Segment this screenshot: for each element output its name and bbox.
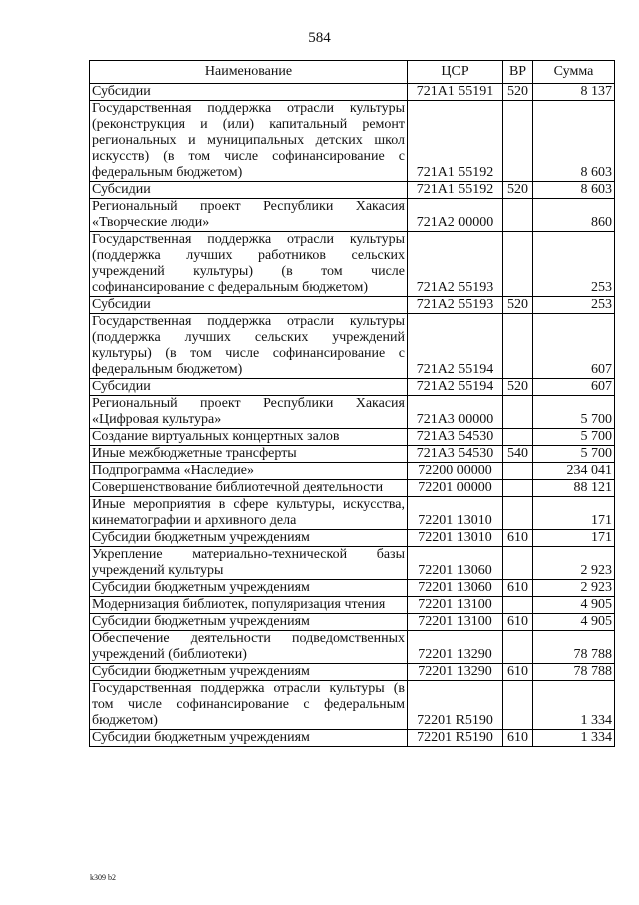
row-csr: 721A3 54530 — [408, 429, 503, 446]
table-row — [90, 379, 615, 396]
row-name: Государственная поддержка отрасли культуры (в том числе софинансирование с федеральным бюджетом) — [90, 681, 408, 730]
table-row — [90, 730, 615, 747]
budget-table — [89, 60, 615, 747]
row-vr — [503, 597, 533, 614]
row-vr — [503, 314, 533, 379]
row-csr: 721A2 55194 — [408, 379, 503, 396]
row-csr: 72201 13060 — [408, 580, 503, 597]
row-vr — [503, 547, 533, 580]
row-name: Государственная поддержка отрасли культуры (поддержка лучших сельских учреждений культуры) (в том числе софинансирование с федеральным бюджетом) — [90, 314, 408, 379]
row-csr: 72201 13100 — [408, 597, 503, 614]
row-name: Субсидии бюджетным учреждениям — [90, 614, 408, 631]
row-vr: 520 — [503, 182, 533, 199]
row-csr: 721A2 00000 — [408, 199, 503, 232]
row-sum: 78 788 — [533, 631, 615, 664]
row-csr: 72201 13290 — [408, 631, 503, 664]
row-csr: 721A1 55192 — [408, 182, 503, 199]
row-csr: 72201 13010 — [408, 497, 503, 530]
row-name: Субсидии — [90, 182, 408, 199]
row-csr: 721A1 55192 — [408, 101, 503, 182]
table-row — [90, 480, 615, 497]
table-row — [90, 182, 615, 199]
row-vr — [503, 429, 533, 446]
table-row — [90, 297, 615, 314]
row-sum: 253 — [533, 297, 615, 314]
row-name: Субсидии — [90, 84, 408, 101]
table-row — [90, 199, 615, 232]
row-sum: 5 700 — [533, 429, 615, 446]
row-vr — [503, 497, 533, 530]
row-name: Субсидии бюджетным учреждениям — [90, 580, 408, 597]
row-sum: 234 041 — [533, 463, 615, 480]
row-vr: 610 — [503, 730, 533, 747]
footer-code: k309 b2 — [90, 873, 116, 882]
row-csr: 72201 00000 — [408, 480, 503, 497]
row-csr: 721A2 55194 — [408, 314, 503, 379]
table-header-row — [90, 61, 615, 84]
row-csr: 721A2 55193 — [408, 232, 503, 297]
row-name: Субсидии бюджетным учреждениям — [90, 664, 408, 681]
row-sum: 8 603 — [533, 182, 615, 199]
table-row — [90, 530, 615, 547]
row-sum: 171 — [533, 497, 615, 530]
row-csr: 721A3 54530 — [408, 446, 503, 463]
row-vr: 610 — [503, 664, 533, 681]
row-name: Субсидии бюджетным учреждениям — [90, 730, 408, 747]
page-number: 584 — [308, 30, 331, 46]
table-row — [90, 463, 615, 480]
table-row — [90, 664, 615, 681]
table-row — [90, 597, 615, 614]
row-name: Государственная поддержка отрасли культуры (реконструкция и (или) капитальный ремонт региональных и муниципальных детских школ искусств) (в том числе софинансирование с федеральным бюджетом) — [90, 101, 408, 182]
row-name: Государственная поддержка отрасли культуры (поддержка лучших работников сельских учреждений культуры) (в том числе софинансирование с федеральным бюджетом) — [90, 232, 408, 297]
row-name: Субсидии — [90, 379, 408, 396]
row-csr: 72201 R5190 — [408, 681, 503, 730]
row-csr: 72201 13060 — [408, 547, 503, 580]
table-row — [90, 547, 615, 580]
row-csr: 72201 13010 — [408, 530, 503, 547]
row-csr: 72200 00000 — [408, 463, 503, 480]
row-vr: 520 — [503, 379, 533, 396]
row-sum: 2 923 — [533, 547, 615, 580]
row-sum: 253 — [533, 232, 615, 297]
row-sum: 607 — [533, 379, 615, 396]
row-sum: 2 923 — [533, 580, 615, 597]
row-name: Субсидии — [90, 297, 408, 314]
row-name: Укрепление материально-технической базы учреждений культуры — [90, 547, 408, 580]
row-name: Подпрограмма «Наследие» — [90, 463, 408, 480]
row-vr: 610 — [503, 530, 533, 547]
table-row — [90, 614, 615, 631]
table-row — [90, 84, 615, 101]
row-sum: 8 137 — [533, 84, 615, 101]
row-csr: 72201 R5190 — [408, 730, 503, 747]
row-csr: 721A3 00000 — [408, 396, 503, 429]
row-vr — [503, 681, 533, 730]
table-row — [90, 446, 615, 463]
row-sum: 8 603 — [533, 101, 615, 182]
table-row — [90, 497, 615, 530]
table-row — [90, 396, 615, 429]
row-sum: 1 334 — [533, 730, 615, 747]
row-sum: 1 334 — [533, 681, 615, 730]
row-name: Региональный проект Республики Хакасия «Творческие люди» — [90, 199, 408, 232]
row-vr: 610 — [503, 614, 533, 631]
row-csr: 72201 13100 — [408, 614, 503, 631]
header-csr: ЦСР — [408, 61, 503, 84]
table-row — [90, 314, 615, 379]
row-name: Обеспечение деятельности подведомственных учреждений (библиотеки) — [90, 631, 408, 664]
row-vr — [503, 199, 533, 232]
row-sum: 78 788 — [533, 664, 615, 681]
row-name: Иные межбюджетные трансферты — [90, 446, 408, 463]
table-row — [90, 429, 615, 446]
row-name: Региональный проект Республики Хакасия «Цифровая культура» — [90, 396, 408, 429]
header-sum: Сумма — [533, 61, 615, 84]
row-vr — [503, 396, 533, 429]
row-sum: 4 905 — [533, 597, 615, 614]
row-name: Модернизация библиотек, популяризация чтения — [90, 597, 408, 614]
row-vr: 610 — [503, 580, 533, 597]
row-vr — [503, 232, 533, 297]
row-vr — [503, 463, 533, 480]
row-sum: 4 905 — [533, 614, 615, 631]
row-vr: 520 — [503, 84, 533, 101]
row-vr — [503, 480, 533, 497]
row-csr: 72201 13290 — [408, 664, 503, 681]
row-name: Иные мероприятия в сфере культуры, искусства, кинематографии и архивного дела — [90, 497, 408, 530]
row-name: Совершенствование библиотечной деятельности — [90, 480, 408, 497]
row-sum: 88 121 — [533, 480, 615, 497]
row-sum: 607 — [533, 314, 615, 379]
row-vr: 520 — [503, 297, 533, 314]
header-name: Наименование — [90, 61, 408, 84]
row-vr: 540 — [503, 446, 533, 463]
row-vr — [503, 101, 533, 182]
table-row — [90, 580, 615, 597]
row-csr: 721A1 55191 — [408, 84, 503, 101]
table-row — [90, 232, 615, 297]
table-row — [90, 681, 615, 730]
table-row — [90, 631, 615, 664]
header-vr: ВР — [503, 61, 533, 84]
row-sum: 5 700 — [533, 446, 615, 463]
table-row — [90, 101, 615, 182]
row-name: Субсидии бюджетным учреждениям — [90, 530, 408, 547]
row-sum: 860 — [533, 199, 615, 232]
row-sum: 5 700 — [533, 396, 615, 429]
row-vr — [503, 631, 533, 664]
row-sum: 171 — [533, 530, 615, 547]
row-csr: 721A2 55193 — [408, 297, 503, 314]
row-name: Создание виртуальных концертных залов — [90, 429, 408, 446]
